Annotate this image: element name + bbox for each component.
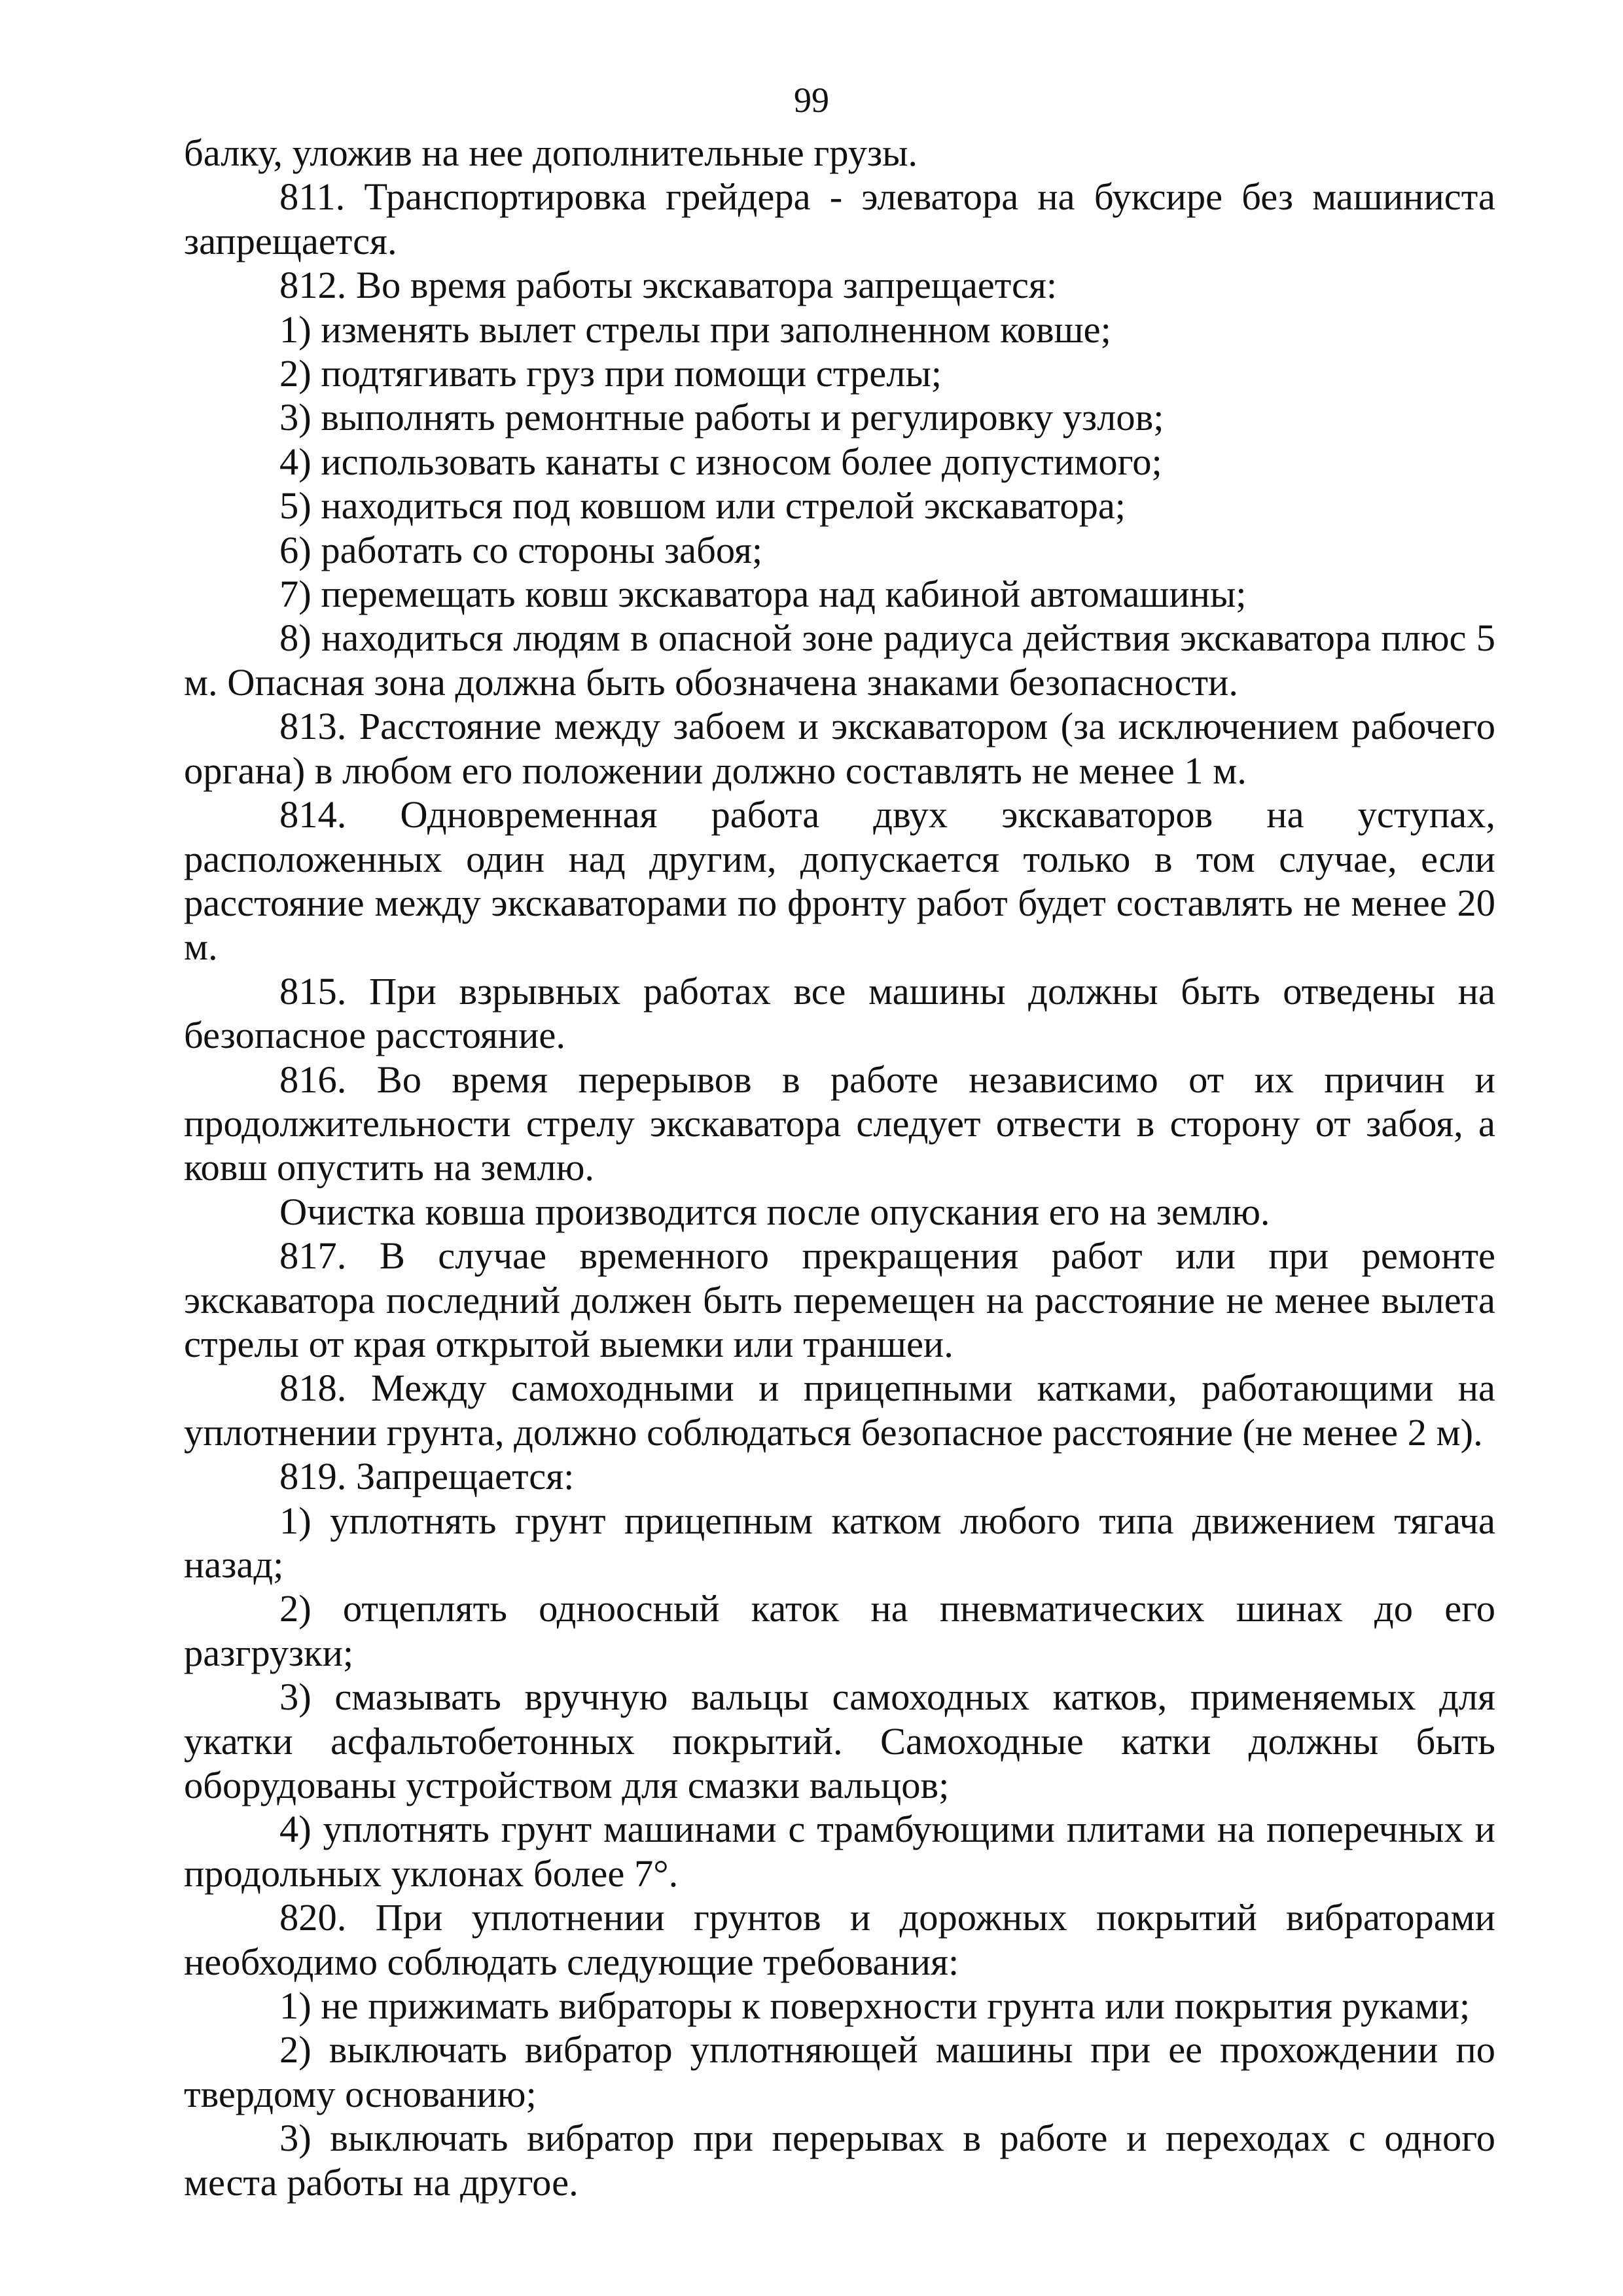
- paragraph-813: 813. Расстояние между забоем и экскаватором (за исключением рабочего органа) в любом его положении должно составлять не менее 1 м.: [184, 705, 1495, 792]
- paragraph-816: 816. Во время перерывов в работе независимо от их причин и продолжительности стрелу экскаватора следует отвести в сторону от забоя, а ковш опустить на землю.: [184, 1058, 1495, 1189]
- paragraph-continuation: балку, уложив на нее дополнительные грузы.: [184, 132, 918, 174]
- list-item-819-3: 3) смазывать вручную вальцы самоходных катков, применяемых для укатки асфальтобетонных покрытий. Самоходные катки должны быть оборудованы устройством для смазки вальцов;: [184, 1676, 1495, 1807]
- list-item-812-4: 4) использовать канаты с износом более допустимого;: [279, 440, 1162, 483]
- paragraph-814: 814. Одновременная работа двух экскаваторов на уступах, расположенных один над другим, допускается только в том случае, если расстояние между экскаваторами по фронту работ будет составлять не менее 20 м.: [184, 793, 1495, 969]
- list-item-812-6: 6) работать со стороны забоя;: [279, 528, 763, 571]
- paragraph-811: 811. Транспортировка грейдера - элеватора на буксире без машиниста запрещается.: [184, 175, 1495, 262]
- paragraph-819: 819. Запрещается:: [279, 1455, 575, 1498]
- paragraph-812: 812. Во время работы экскаватора запрещается:: [279, 264, 1058, 307]
- paragraph-818: 818. Между самоходными и прицепными катками, работающими на уплотнении грунта, должно соблюдаться безопасное расстояние (не менее 2 м).: [184, 1367, 1495, 1454]
- list-item-812-5: 5) находиться под ковшом или стрелой экскаватора;: [279, 484, 1126, 528]
- list-item-819-2: 2) отцеплять одноосный каток на пневматических шинах до его разгрузки;: [184, 1587, 1495, 1674]
- list-item-819-1: 1) уплотнять грунт прицепным катком любого типа движением тягача назад;: [184, 1499, 1495, 1586]
- page-number: 99: [794, 81, 829, 120]
- list-item-812-1: 1) изменять вылет стрелы при заполненном ковше;: [279, 308, 1111, 351]
- list-item-812-2: 2) подтягивать груз при помощи стрелы;: [279, 352, 942, 395]
- list-item-812-8: 8) находиться людям в опасной зоне радиуса действия экскаватора плюс 5 м. Опасная зона должна быть обозначена знаками безопасности.: [184, 617, 1495, 704]
- list-item-812-3: 3) выполнять ремонтные работы и регулировку узлов;: [279, 396, 1164, 439]
- list-item-820-2: 2) выключать вибратор уплотняющей машины при ее прохождении по твердому основанию;: [184, 2028, 1495, 2115]
- paragraph-815: 815. При взрывных работах все машины должны быть отведены на безопасное расстояние.: [184, 969, 1495, 1057]
- list-item-820-3: 3) выключать вибратор при перерывах в работе и переходах с одного места работы на другое.: [184, 2117, 1495, 2204]
- list-item-812-7: 7) перемещать ковш экскаватора над кабиной автомашины;: [279, 573, 1247, 616]
- document-body: [184, 131, 1495, 2204]
- paragraph-817: 817. В случае временного прекращения работ или при ремонте экскаватора последний должен быть перемещен на расстояние не менее вылета стрелы от края открытой выемки или траншеи.: [184, 1234, 1495, 1365]
- paragraph-820: 820. При уплотнении грунтов и дорожных покрытий вибраторами необходимо соблюдать следующие требования:: [184, 1896, 1495, 1983]
- paragraph-816-note: Очистка ковша производится после опускания его на землю.: [279, 1190, 1270, 1233]
- list-item-819-4: 4) уплотнять грунт машинами с трамбующими плитами на поперечных и продольных уклонах более 7°.: [184, 1808, 1495, 1895]
- list-item-820-1: 1) не прижимать вибраторы к поверхности грунта или покрытия руками;: [279, 1984, 1471, 2028]
